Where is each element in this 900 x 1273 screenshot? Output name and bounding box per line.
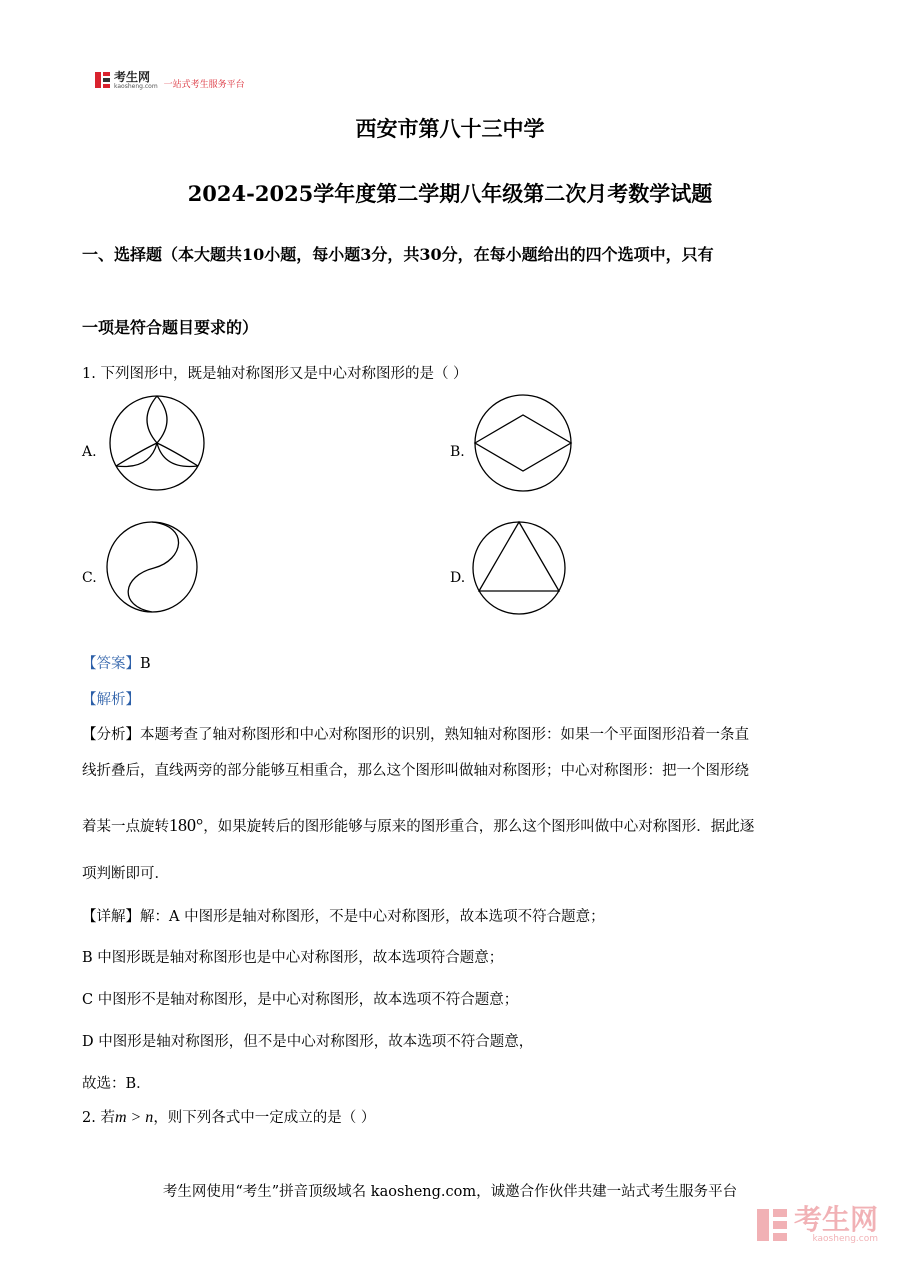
analysis-line-1: 【分析】本题考查了轴对称图形和中心对称图形的识别，熟知轴对称图形：如果一个平面图形沿着一条直	[82, 727, 749, 743]
section-heading-line1: 一、选择题（本大题共10小题，每小题3分，共30分，在每小题给出的四个选项中，只有	[82, 245, 714, 264]
option-b-circle	[475, 395, 571, 491]
option-b-rhombus	[475, 415, 571, 471]
option-c-circle	[107, 522, 197, 612]
option-c-s-curve	[128, 522, 178, 612]
watermark-text: 考生网	[793, 1203, 878, 1236]
q2-math: m > n	[114, 1109, 154, 1126]
watermark-logo-icon	[756, 1205, 790, 1245]
q2-suffix: ，则下列各式中一定成立的是（ ）	[153, 1110, 376, 1126]
analysis-line-3	[82, 815, 754, 836]
logo-domain: kaosheng.com	[114, 82, 158, 90]
option-d-circle	[473, 522, 565, 614]
option-c-figure	[104, 520, 204, 616]
logo-name: 考生网	[114, 69, 151, 84]
school-title: 西安市第八十三中学	[355, 116, 545, 141]
site-logo[interactable]	[95, 70, 245, 90]
analysis-line-4: 项判断即可．	[82, 866, 169, 882]
analysis-line-3-a: 着某一点旋转	[82, 819, 169, 835]
option-c-label: C.	[82, 570, 97, 586]
detail-line-3: C 中图形不是轴对称图形，是中心对称图形，故本选项不符合题意；	[82, 992, 519, 1008]
option-d-triangle	[479, 522, 559, 591]
q2-prefix: 2. 若	[82, 1110, 115, 1126]
kaosheng-logo-icon	[95, 70, 111, 90]
option-d-label: D.	[450, 570, 466, 586]
option-b-label: B.	[450, 444, 465, 460]
logo-slogan: 一站式考生服务平台	[163, 79, 245, 90]
watermark-domain: kaosheng.com	[812, 1234, 878, 1244]
option-a-figure	[104, 394, 210, 494]
page-footer: 考生网使用“考生”拼音顶级域名 kaosheng.com，诚邀合作伙伴共建一站式考生服务平台	[162, 1184, 738, 1200]
q1-stem: 1. 下列图形中，既是轴对称图形又是中心对称图形的是（ ）	[82, 366, 468, 382]
analysis-tag: 【解析】	[82, 692, 140, 708]
answer-tag: 【答案】	[82, 656, 140, 672]
analysis-line-3-b: ，如果旋转后的图形能够与原来的图形重合，那么这个图形叫做中心对称图形．据此逐	[203, 819, 755, 835]
rotation-angle: 180°	[169, 815, 204, 835]
option-b-figure	[471, 394, 575, 494]
answer-line	[82, 652, 151, 673]
option-a-label: A.	[82, 444, 97, 460]
q2-stem	[82, 1106, 375, 1127]
exam-title: 2024-2025学年度第二学期八年级第二次月考数学试题	[187, 181, 713, 206]
answer-value: B	[140, 656, 151, 672]
watermark	[756, 1205, 878, 1245]
section-heading-line2: 一项是符合题目要求的）	[82, 318, 259, 337]
detail-line-2: B 中图形既是轴对称图形也是中心对称图形，故本选项符合题意；	[82, 950, 504, 966]
detail-line-4: D 中图形是轴对称图形，但不是中心对称图形，故本选项不符合题意，	[82, 1034, 534, 1050]
detail-line-1: 【详解】解：A 中图形是轴对称图形，不是中心对称图形，故本选项不符合题意；	[82, 909, 605, 925]
option-d-figure	[471, 520, 567, 616]
detail-line-5: 故选：B．	[82, 1076, 151, 1092]
analysis-line-2: 线折叠后，直线两旁的部分能够互相重合，那么这个图形叫做轴对称图形；中心对称图形：把一个图形绕	[82, 763, 749, 779]
